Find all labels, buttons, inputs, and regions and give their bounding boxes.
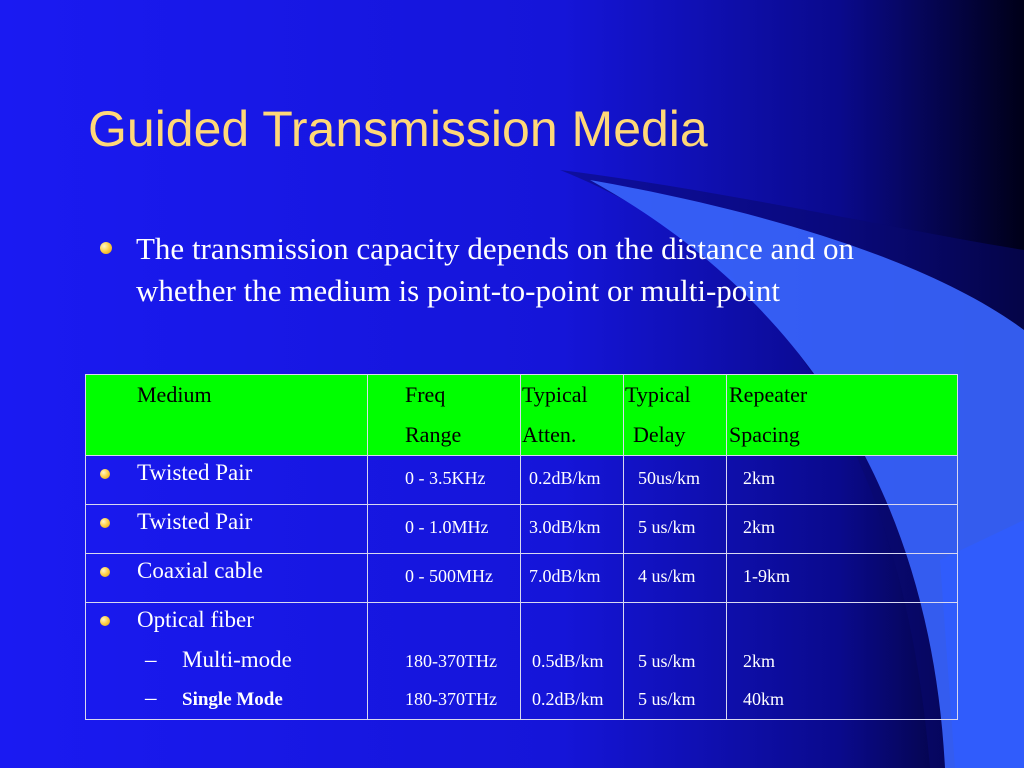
repeater-cell: 2km — [727, 456, 958, 505]
freq-cell: 0 - 500MHz — [368, 554, 521, 603]
optical-fiber-label: Optical fiber — [86, 603, 367, 643]
table-row-optical — [86, 603, 958, 720]
delay-cell: 5 us/km — [624, 505, 727, 554]
sub-item-single-mode: – Single Mode — [86, 681, 367, 719]
repeater-cell: 2km 40km — [727, 603, 958, 720]
atten-cell: 0.2dB/km — [521, 456, 624, 505]
repeater-cell: 1-9km — [727, 554, 958, 603]
bullet-icon — [100, 469, 110, 479]
freq-cell: 180-370THz 180-370THz — [368, 603, 521, 720]
medium-cell: Twisted Pair — [86, 505, 368, 554]
bullet-icon — [100, 242, 112, 254]
repeater-cell: 2km — [727, 505, 958, 554]
atten-cell: 3.0dB/km — [521, 505, 624, 554]
medium-cell — [86, 603, 368, 720]
dash-icon: – — [145, 647, 157, 672]
freq-cell: 0 - 1.0MHz — [368, 505, 521, 554]
freq-cell: 0 - 3.5KHz — [368, 456, 521, 505]
header-medium: Medium — [86, 375, 368, 456]
bullet-icon — [100, 567, 110, 577]
medium-cell: Coaxial cable — [86, 554, 368, 603]
medium-cell: Twisted Pair — [86, 456, 368, 505]
slide-title: Guided Transmission Media — [88, 101, 708, 157]
delay-cell: 4 us/km — [624, 554, 727, 603]
table-header-row — [86, 375, 958, 456]
header-freq-range: Freq Range — [368, 375, 521, 456]
atten-cell: 0.5dB/km 0.2dB/km — [521, 603, 624, 720]
atten-cell: 7.0dB/km — [521, 554, 624, 603]
delay-cell: 5 us/km 5 us/km — [624, 603, 727, 720]
bullet-icon — [100, 616, 110, 626]
header-typical-delay: Typical Delay — [624, 375, 727, 456]
table-row — [86, 554, 958, 603]
media-table — [85, 374, 958, 720]
bullet-text: The transmission capacity depends on the distance and on whether the medium is point-to-point or multi-point — [136, 231, 854, 308]
delay-cell: 50us/km — [624, 456, 727, 505]
bullet-icon — [100, 518, 110, 528]
header-typical-atten: Typical Atten. — [521, 375, 624, 456]
header-repeater-spacing: Repeater Spacing — [727, 375, 958, 456]
dash-icon: – — [145, 685, 157, 710]
table-row — [86, 456, 958, 505]
sub-item-multi-mode: – Multi-mode — [86, 643, 367, 681]
table-row — [86, 505, 958, 554]
